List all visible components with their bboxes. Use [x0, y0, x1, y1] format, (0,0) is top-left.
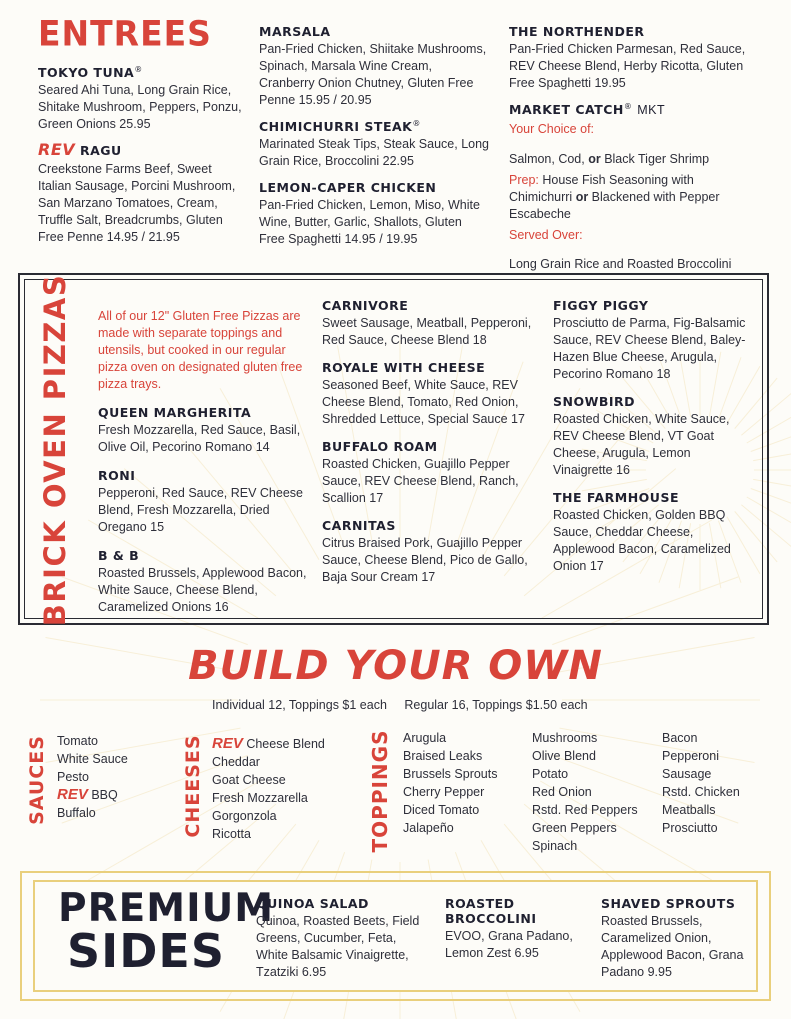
list-item: Green Peppers [532, 821, 617, 835]
item-name: B & B [98, 547, 140, 563]
pizza-item [322, 298, 540, 349]
list-item: Mushrooms [532, 731, 598, 745]
list-item: White Sauce [57, 752, 128, 766]
item-description: Roasted Brussels, Caramelized Onion, Applewood Bacon, Grana Padano 9.95 [601, 914, 744, 979]
entrees-title: ENTREES [38, 13, 212, 54]
item-name: ROASTED BROCCOLINI [445, 896, 537, 926]
item-description: Quinoa, Roasted Beets, Field Greens, Cucumber, Feta, White Balsamic Vinaigrette, Tzatziki 6.95 [256, 914, 420, 979]
item-name: MARKET CATCH® MKT [509, 102, 666, 118]
sauces-label: SAUCES [26, 735, 48, 825]
pizza-section-title: BRICK OVEN PIZZAS [38, 273, 72, 627]
pizza-item [98, 468, 310, 536]
list-item: Olive Blend [532, 749, 596, 763]
list-item: Braised Leaks [403, 749, 483, 763]
cheeses-list [212, 735, 325, 843]
build-your-own-prices [212, 698, 602, 712]
served-label: Served Over: [509, 227, 583, 242]
pizza-column-2 [322, 298, 540, 593]
item-description: Roasted Chicken, White Sauce, REV Cheese Blend, VT Goat Cheese, Arugula, Lemon Vinaigrette 16 [553, 412, 730, 477]
item-description: Roasted Chicken, Golden BBQ Sauce, Cheddar Cheese, Applewood Bacon, Caramelized Onion 17 [553, 508, 731, 573]
item-name: CHIMICHURRI STEAK® [259, 119, 421, 135]
menu-item [509, 24, 759, 92]
list-item: Gorgonzola [212, 809, 277, 823]
list-item: Goat Cheese [212, 773, 286, 787]
entrees-column-2 [259, 24, 489, 255]
list-item: Potato [532, 767, 569, 781]
list-item: Prosciutto [662, 821, 718, 835]
list-item: Pepperoni [662, 749, 719, 763]
item-name: REV RAGU [38, 140, 122, 160]
menu-item [259, 180, 489, 248]
toppings-column-1 [403, 729, 497, 837]
pizza-item [322, 439, 540, 507]
item-description: Seasoned Beef, White Sauce, REV Cheese Blend, Tomato, Red Onion, Shredded Lettuce, Special Sauce 17 [322, 378, 525, 426]
rev-logo-text: REV [212, 735, 243, 752]
prep-text: Prep: House Fish Seasoning with Chimichurri or Blackened with Pepper Escabeche [509, 172, 720, 221]
menu-item [259, 24, 489, 109]
item-name: FIGGY PIGGY [553, 298, 649, 313]
menu-item [38, 140, 248, 246]
pizza-item [322, 518, 540, 586]
toppings-label: TOPPINGS [368, 729, 392, 853]
toppings-column-2 [532, 729, 638, 855]
item-name: SNOWBIRD [553, 394, 636, 409]
item-name: TOKYO TUNA® [38, 65, 143, 81]
rev-logo-text: REV [38, 140, 76, 160]
item-description: Citrus Braised Pork, Guajillo Pepper Sauce, Cheese Blend, Pico de Gallo, Baja Sour Cream 17 [322, 536, 528, 584]
item-description: Roasted Brussels, Applewood Bacon, White Sauce, Cheese Blend, Caramelized Onions 16 [98, 565, 307, 614]
rev-logo-text: REV [57, 786, 88, 803]
list-item: Cheddar [212, 755, 260, 769]
menu-item [259, 119, 489, 170]
list-item: Brussels Sprouts [403, 767, 498, 781]
list-item: Tomato [57, 734, 98, 748]
regular-price: Regular 16, Toppings $1.50 each [404, 698, 588, 712]
item-description: Fresh Mozzarella, Red Sauce, Basil, Olive Oil, Pecorino Romano 14 [98, 422, 301, 454]
cheeses-label: CHEESES [182, 734, 204, 838]
item-name: LEMON-CAPER CHICKEN [259, 180, 437, 196]
item-description: Roasted Chicken, Guajillo Pepper Sauce, REV Cheese Blend, Ranch, Scallion 17 [322, 457, 519, 505]
list-item: Bacon [662, 731, 698, 745]
item-description: Sweet Sausage, Meatball, Pepperoni, Red Sauce, Cheese Blend 18 [322, 316, 532, 347]
item-name: THE FARMHOUSE [553, 490, 680, 505]
pizza-item [322, 360, 540, 428]
item-name: ROYALE WITH CHEESE [322, 360, 486, 375]
list-item: Pesto [57, 770, 89, 784]
item-name: CARNITAS [322, 518, 396, 533]
list-item: Sausage [662, 767, 712, 781]
menu-item [38, 65, 248, 133]
gluten-free-note: All of our 12" Gluten Free Pizzas are made with separate toppings and utensils, but cooked in our regular pizza oven on designated gluten free pizza trays. [98, 308, 303, 391]
pizza-item [553, 394, 753, 479]
list-item: Arugula [403, 731, 447, 745]
pizza-item [553, 298, 753, 383]
build-your-own-title: BUILD YOUR OWN [188, 643, 603, 689]
entrees-column-1 [38, 65, 248, 253]
item-description: Seared Ahi Tuna, Long Grain Rice, Shitake Mushroom, Peppers, Ponzu, Green Onions 25.95 [38, 83, 242, 132]
side-item [445, 896, 585, 962]
list-item: Spinach [532, 839, 578, 853]
choice-label: Your Choice of: [509, 122, 595, 137]
item-name: BUFFALO ROAM [322, 439, 438, 454]
premium-sides-title: PREMIUM SIDES [58, 886, 275, 978]
list-item: REV BBQ [57, 786, 118, 803]
item-description: EVOO, Grana Padano, Lemon Zest 6.95 [445, 929, 573, 960]
side-item [256, 896, 421, 981]
item-name: QUEEN MARGHERITA [98, 404, 252, 420]
pizza-item [553, 490, 753, 575]
item-name: SHAVED SPROUTS [601, 896, 736, 911]
list-item: Diced Tomato [403, 803, 480, 817]
pizza-column-3 [553, 298, 753, 582]
item-description: Pan-Fried Chicken Parmesan, Red Sauce, REV Cheese Blend, Herby Ricotta, Gluten Free Spaghetti 19.95 [509, 42, 746, 90]
list-item: Jalapeño [403, 821, 454, 835]
list-item: Meatballs [662, 803, 716, 817]
item-description: Pepperoni, Red Sauce, REV Cheese Blend, Fresh Mozzarella, Dried Oregano 15 [98, 485, 303, 534]
served-text: Long Grain Rice and Roasted Broccolini [509, 257, 732, 272]
item-description: Marinated Steak Tips, Steak Sauce, Long Grain Rice, Broccolini 22.95 [259, 137, 489, 169]
item-name: CARNIVORE [322, 298, 409, 313]
item-name: QUINOA SALAD [256, 896, 369, 911]
pizza-item [98, 405, 310, 456]
entrees-column-3 [509, 24, 759, 280]
side-item [601, 896, 761, 981]
list-item: Red Onion [532, 785, 592, 799]
pizza-item [98, 548, 310, 616]
list-item: Fresh Mozzarella [212, 791, 308, 805]
list-item: Cherry Pepper [403, 785, 485, 799]
item-description: Prosciutto de Parma, Fig-Balsamic Sauce, REV Cheese Blend, Baley-Hazen Blue Cheese, Arugula, Pecorino Romano 18 [553, 316, 746, 381]
pizza-column-1 [98, 295, 310, 623]
list-item: Rstd. Chicken [662, 785, 740, 799]
individual-price: Individual 12, Toppings $1 each [212, 698, 387, 712]
item-name: MARSALA [259, 24, 331, 39]
item-name: THE NORTHENDER [509, 24, 645, 39]
item-description: Pan-Fried Chicken, Lemon, Miso, White Wine, Butter, Garlic, Shallots, Gluten Free Spaghetti 14.95 / 19.95 [259, 198, 480, 247]
item-description: Pan-Fried Chicken, Shiitake Mushrooms, Spinach, Marsala Wine Cream, Cranberry Onion Chutney, Gluten Free Penne 15.95 / 20.95 [259, 42, 487, 107]
sauces-list [57, 732, 128, 822]
list-item: Ricotta [212, 827, 251, 841]
toppings-column-3 [662, 729, 740, 837]
list-item: Rstd. Red Peppers [532, 803, 638, 817]
choice-text: Salmon, Cod, or Black Tiger Shrimp [509, 151, 710, 166]
item-description: Creekstone Farms Beef, Sweet Italian Sausage, Porcini Mushroom, San Marzano Tomatoes, Cream, Truffle Salt, Breadcrumbs, Gluten Free Penne 14.95 / 21.95 [38, 162, 236, 245]
item-name: RONI [98, 467, 136, 483]
list-item: Buffalo [57, 806, 96, 820]
list-item: REV Cheese Blend [212, 735, 325, 752]
menu-item-market-catch [509, 102, 759, 273]
